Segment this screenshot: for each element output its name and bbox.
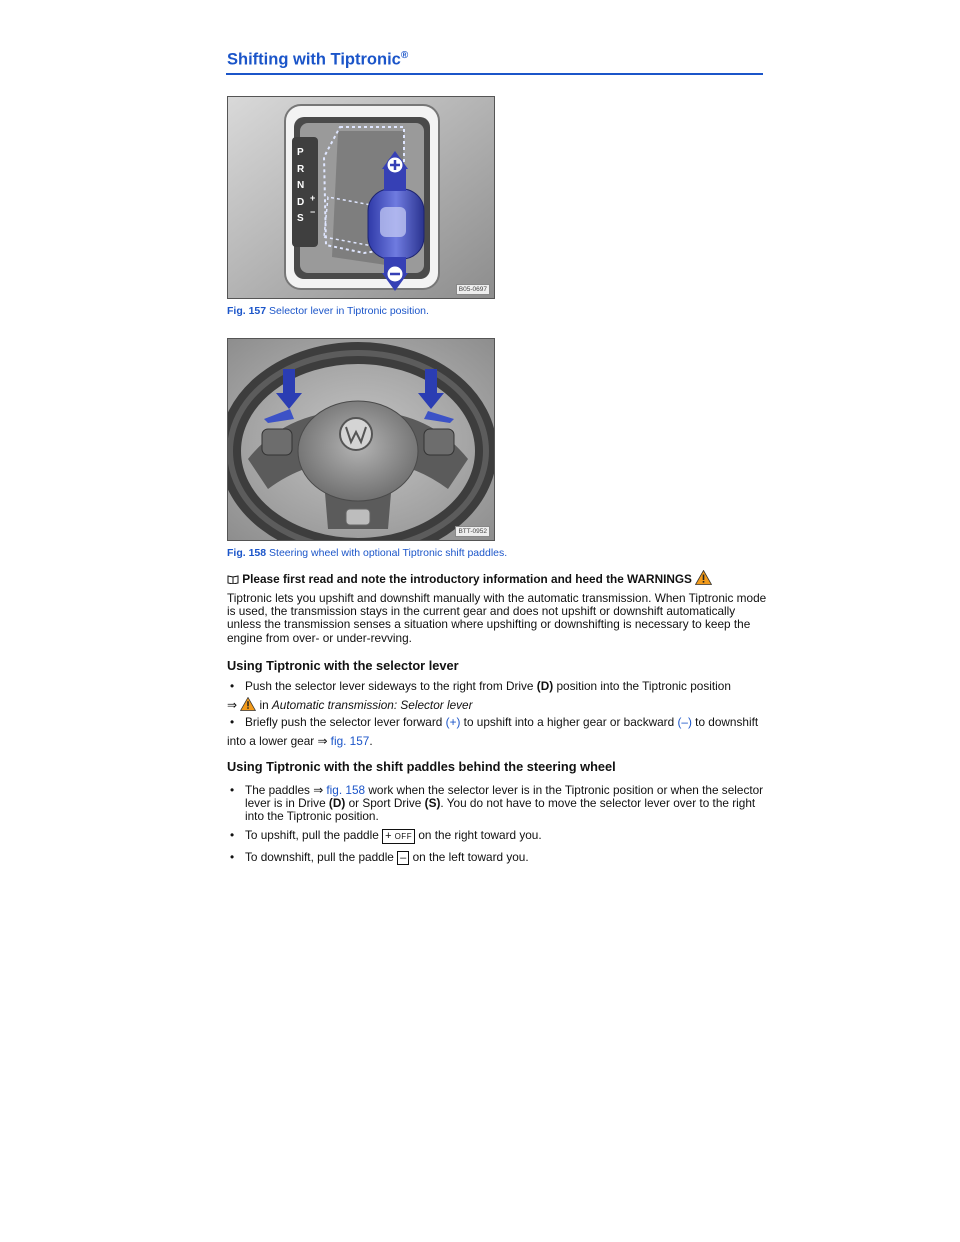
list-item-text: To upshift, pull the paddle (245, 828, 379, 842)
key-off: OFF (394, 832, 413, 841)
intro-paragraph: Tiptronic lets you upshift and downshift manually with the automatic transmission. When Tiptronic mode is used, the transmission stays in the current gear and does not upshift or downshift automatically unless the transmission senses a situation where upshifting or downshifting is necessary to keep the engine from over- or under-revving. (227, 591, 767, 645)
list-item-text: work when the selector lever is in the Tiptronic position or when the selector lever is in Drive (245, 783, 764, 811)
caption-text: Selector lever in Tiptronic position. (269, 305, 429, 317)
list-item-text: to downshift (695, 715, 759, 729)
caption-text: Steering wheel with optional Tiptronic shift paddles. (269, 547, 508, 559)
list-item-continuation (227, 734, 767, 748)
page-title-text: Shifting with Tiptronic (227, 50, 401, 69)
section-heading-shift-paddles: Using Tiptronic with the shift paddles behind the steering wheel (227, 759, 616, 774)
list-item-text: Briefly push the selector lever forward (245, 715, 443, 729)
list-item-text: . You do not have to move the selector lever over to the right into the Tiptronic position. (245, 796, 756, 824)
gear-p: P (297, 147, 304, 158)
figure-caption (227, 547, 507, 559)
figure-code: BTT-0952 (455, 526, 490, 537)
caption-label: Fig. 158 (227, 547, 267, 559)
sport-s-label: (S) (424, 796, 441, 811)
minus-label: (–) (677, 715, 692, 729)
bullet-icon: • (230, 715, 235, 729)
paddle-minus-key: – (397, 851, 409, 865)
list-item (227, 829, 767, 844)
list-item-text: Push the selector lever sideways to the right from Drive (245, 679, 534, 693)
steering-wheel-illustration (228, 339, 494, 540)
intro-note (227, 570, 767, 588)
section-heading-selector-lever: Using Tiptronic with the selector lever (227, 658, 459, 673)
figure-158-steering-wheel (227, 338, 495, 541)
plus-label: (+) (445, 715, 461, 729)
intro-note-text: Please first read and note the introductory information and heed the WARNINGS (242, 572, 692, 586)
drive-d-label: (D) (536, 679, 554, 693)
gear-d: D (297, 196, 305, 208)
warning-triangle-icon[interactable] (240, 697, 256, 714)
gear-positions (297, 145, 304, 228)
list-item-text: or Sport Drive (348, 796, 422, 811)
title-rule (226, 73, 763, 75)
drive-d-label: (D) (328, 796, 346, 811)
fig-158-link[interactable]: fig. 158 (326, 783, 366, 797)
list-item-text: on the left toward you. (412, 850, 529, 864)
list-item (227, 680, 767, 693)
bullet-icon: • (230, 828, 235, 842)
paddle-plus-off-key (382, 829, 415, 844)
bullet-icon: • (230, 850, 235, 864)
list-item-continuation (227, 697, 767, 714)
gate-minus-label: − (310, 207, 316, 217)
list-item-text: on the right toward you. (418, 828, 542, 842)
in-text: in (259, 698, 269, 712)
page-title (227, 50, 408, 70)
gear-r: R (297, 163, 305, 175)
ref-arrow: ⇒ (313, 783, 324, 797)
list-item-text: position into the Tiptronic position (556, 679, 731, 693)
caption-label: Fig. 157 (227, 305, 267, 317)
list-item (227, 716, 767, 729)
gear-s: S (297, 213, 304, 224)
bullet-icon: • (230, 679, 235, 693)
book-icon (227, 572, 242, 586)
selector-lever-illustration (228, 97, 494, 298)
list-item-text: to upshift into a higher gear or backward (463, 715, 675, 729)
key-plus: + (385, 830, 392, 842)
list-item-text: The paddles (245, 783, 310, 797)
gate-plus-label: + (310, 193, 316, 203)
gear-n: N (297, 180, 305, 191)
figure-code: B05-0697 (456, 284, 490, 295)
bullet-icon: • (230, 783, 235, 797)
ref-arrow: ⇒ (227, 698, 237, 712)
list-item (227, 784, 767, 824)
list-item-text: into a lower gear (227, 734, 315, 748)
list-item (227, 851, 767, 865)
figure-157-selector-lever (227, 96, 495, 299)
period: . (369, 734, 373, 748)
registered-mark: ® (400, 50, 409, 61)
list-item-text: To downshift, pull the paddle (245, 850, 394, 864)
figure-caption (227, 305, 429, 317)
fig-157-link[interactable]: fig. 157 (330, 734, 370, 748)
cross-reference: Automatic transmission: Selector lever (271, 698, 473, 712)
warning-triangle-icon[interactable] (695, 570, 712, 588)
ref-arrow: ⇒ (317, 734, 328, 748)
